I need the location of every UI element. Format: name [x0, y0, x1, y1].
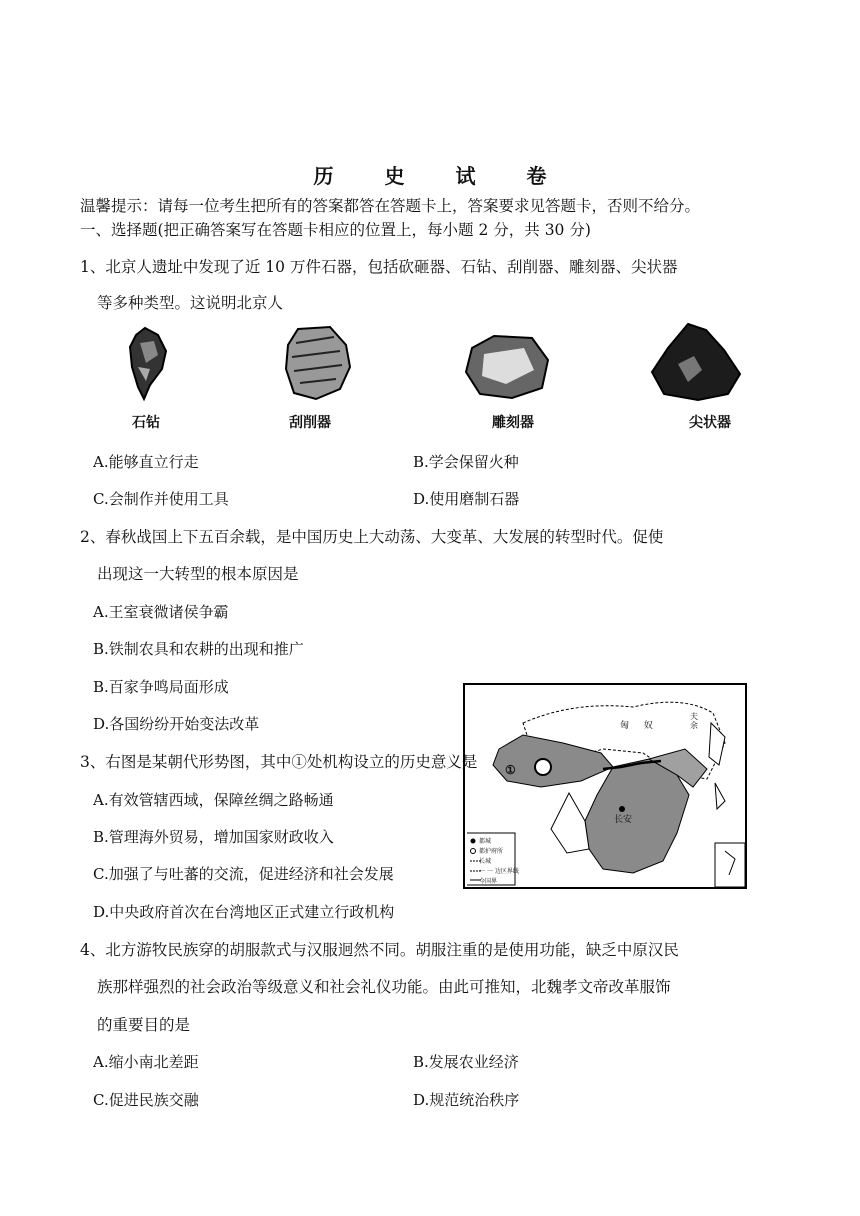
q1-option-c: C.会制作并使用工具 [93, 490, 229, 508]
pointed-tool-icon [648, 320, 744, 402]
q1-stem-line2: 等多种类型。这说明北京人 [97, 294, 284, 312]
map-ne-label: 夫 余 [690, 712, 698, 730]
q3-option-d: D.中央政府首次在台湾地区正式建立行政机构 [93, 903, 395, 921]
q3-option-b: B.管理海外贸易，增加国家财政收入 [93, 828, 334, 846]
legend-great-wall: 长城 [479, 858, 492, 865]
q1-option-a: A.能够直立行走 [93, 453, 199, 471]
q3-option-a: A.有效管辖西域，保障丝绸之路畅通 [93, 791, 334, 809]
map-marker: ① [505, 763, 516, 777]
q2-stem-line2: 出现这一大转型的根本原因是 [97, 565, 299, 583]
stone-drill-icon [120, 323, 180, 403]
legend-modern-border: 今国界 [479, 878, 498, 885]
q4-option-d: D.规范统治秩序 [413, 1091, 520, 1109]
legend-protectorate: 都护府所 [479, 848, 504, 855]
q2-option-b1: B.铁制农具和农耕的出现和推广 [93, 640, 304, 658]
map-capital-label: 长安 [614, 815, 633, 825]
q4-option-a: A.缩小南北差距 [93, 1053, 199, 1071]
q4-stem-line2: 族那样强烈的社会政治等级意义和社会礼仪功能。由此可推知，北魏孝文帝改革服饰 [97, 978, 671, 996]
q4-option-b: B.发展农业经济 [413, 1053, 519, 1071]
q1-option-d: D.使用磨制石器 [413, 490, 520, 508]
tool-label-scraper: 刮削器 [289, 415, 331, 431]
q1-stem-line1: 1、北京人遗址中发现了近 10 万件石器，包括砍砸器、石钻、刮削器、雕刻器、尖状器 [80, 258, 678, 276]
map-north-label: 匈 奴 [620, 721, 659, 731]
tool-label-pointed: 尖状器 [689, 415, 731, 431]
q4-stem-line1: 4、北方游牧民族穿的胡服款式与汉服迥然不同。胡服注重的是使用功能，缺乏中原汉民 [80, 941, 679, 959]
q3-stem: 3、右图是某朝代形势图，其中①处机构设立的历史意义是 [80, 753, 478, 771]
q4-stem-line3: 的重要目的是 [97, 1016, 191, 1034]
tool-label-drill: 石钻 [132, 415, 160, 431]
q4-option-c: C.促进民族交融 [93, 1091, 199, 1109]
q2-stem-line1: 2、春秋战国上下五百余载，是中国历史上大动荡、大变革、大发展的转型时代。促使 [80, 528, 664, 546]
legend-capital: 都城 [479, 838, 492, 845]
legend-border: 一 一 边区界线 [479, 868, 519, 875]
scraper-icon [278, 323, 358, 403]
map-legend [479, 837, 519, 887]
notice-text: 温馨提示：请每一位考生把所有的答案都答在答题卡上，答案要求见答题卡，否则不给分。 [80, 197, 701, 215]
q3-option-c: C.加强了与吐蕃的交流，促进经济和社会发展 [93, 865, 394, 883]
q2-option-d: D.各国纷纷开始变法改革 [93, 715, 260, 733]
q2-option-b2: B.百家争鸣局面形成 [93, 678, 229, 696]
section-heading: 一、选择题(把正确答案写在答题卡相应的位置上，每小题 2 分，共 30 分) [80, 221, 591, 239]
graver-icon [462, 330, 552, 402]
q1-option-b: B.学会保留火种 [413, 453, 519, 471]
page-title: 历 史 试 卷 [313, 164, 569, 188]
tool-label-graver: 雕刻器 [492, 415, 534, 431]
q2-option-a: A.王室衰微诸侯争霸 [93, 603, 229, 621]
